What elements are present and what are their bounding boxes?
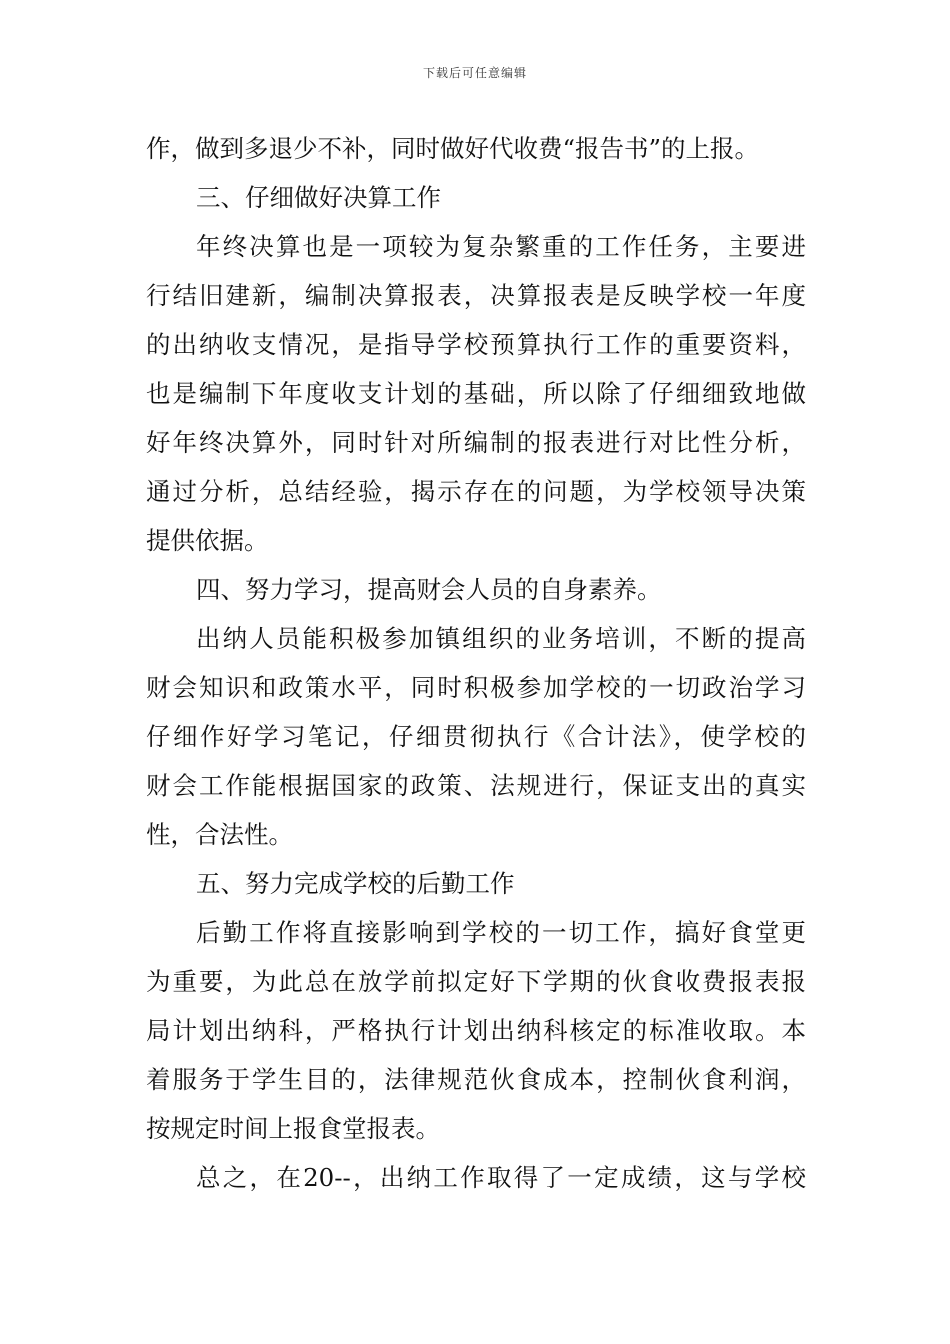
text-line: 仔细作好学习笔记，仔细贯彻执行《合计法》，使学校的 (146, 722, 806, 751)
text-line: 财会知识和政策水平，同时积极参加学校的一切政治学习 (146, 673, 806, 702)
text-line: 按规定时间上报食堂报表。 (146, 1114, 440, 1143)
text-line: 性，合法性。 (146, 820, 293, 849)
text-line: 后勤工作将直接影响到学校的一切工作，搞好食堂更 (196, 918, 806, 947)
text-line: 总之，在20--，出纳工作取得了一定成绩，这与学校 (196, 1163, 806, 1192)
text-line: 行结旧建新，编制决算报表，决算报表是反映学校一年度 (146, 281, 806, 310)
text-line: 通过分析，总结经验，揭示存在的问题，为学校领导决策 (146, 477, 806, 506)
text-line: 为重要，为此总在放学前拟定好下学期的伙食收费报表报 (146, 967, 806, 996)
text-line: 五、努力完成学校的后勤工作 (196, 869, 515, 898)
text-line: 出纳人员能积极参加镇组织的业务培训，不断的提高 (196, 624, 806, 653)
document-body (146, 124, 806, 1202)
text-line: 的出纳收支情况，是指导学校预算执行工作的重要资料， (146, 330, 806, 359)
text-line: 提供依据。 (146, 526, 269, 555)
text-line: 年终决算也是一项较为复杂繁重的工作任务，主要进 (196, 232, 806, 261)
text-line: 作，做到多退少不补，同时做好代收费“报告书”的上报。 (146, 134, 760, 163)
text-line: 四、努力学习，提高财会人员的自身素养。 (196, 575, 662, 604)
text-line: 好年终决算外，同时针对所编制的报表进行对比性分析， (146, 428, 806, 457)
text-line: 三、仔细做好决算工作 (196, 183, 441, 212)
page-header: 下载后可任意编辑 (422, 66, 527, 80)
text-line: 着服务于学生目的，法律规范伙食成本，控制伙食利润， (146, 1065, 806, 1094)
text-line: 也是编制下年度收支计划的基础，所以除了仔细细致地做 (146, 379, 806, 408)
text-line: 局计划出纳科，严格执行计划出纳科核定的标准收取。本 (146, 1016, 806, 1045)
text-line: 财会工作能根据国家的政策、法规进行，保证支出的真实 (146, 771, 806, 800)
